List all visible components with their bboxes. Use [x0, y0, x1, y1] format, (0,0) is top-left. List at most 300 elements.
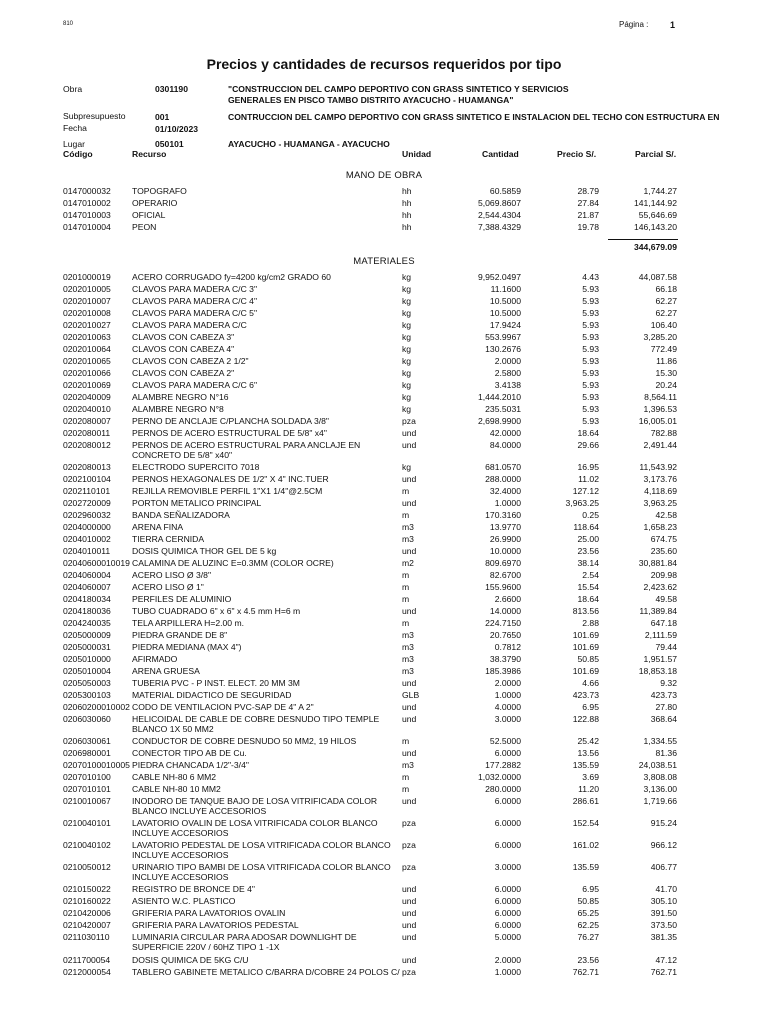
resource-unit: pza — [402, 415, 416, 426]
resource-code: 0204060004 — [63, 569, 111, 580]
resource-partial: 1,951.57 — [643, 653, 677, 664]
resource-quantity: 3.4138 — [494, 379, 521, 390]
resource-description: CLAVOS CON CABEZA 3" — [132, 331, 235, 342]
resource-code: 0204000000 — [63, 521, 111, 532]
resource-partial: 8,564.11 — [644, 391, 677, 402]
resource-description: ARENA GRUESA — [132, 665, 200, 676]
resource-partial: 915.24 — [650, 817, 677, 828]
resource-code: 0204180034 — [63, 593, 111, 604]
resource-partial: 81.36 — [655, 747, 677, 758]
resource-code: 0212000054 — [63, 966, 111, 977]
resource-description: PEON — [132, 222, 157, 232]
fecha-label: Fecha — [63, 123, 87, 133]
resource-code: 0206980001 — [63, 747, 111, 758]
resource-unit: m — [402, 509, 410, 520]
resource-unit: und — [402, 896, 417, 907]
resource-quantity: 2.0000 — [494, 355, 521, 366]
resource-description: CODO DE VENTILACION PVC-SAP DE 4" A 2" — [132, 701, 314, 712]
resource-description-line2: INCLUYE ACCESORIOS — [132, 850, 229, 860]
resource-quantity: 84.0000 — [489, 439, 521, 450]
resource-description: HELICOIDAL DE CABLE DE COBRE DESNUDO TIPO TEMPLE — [132, 713, 380, 724]
fecha-value: 01/10/2023 — [155, 124, 199, 134]
table-row — [0, 690, 768, 701]
resource-partial: 3,963.25 — [643, 497, 677, 508]
resource-code: 0147010002 — [63, 198, 111, 208]
resource-unit: kg — [402, 355, 412, 366]
resource-description: CONDUCTOR DE COBRE DESNUDO 50 MM2, 19 HILOS — [132, 735, 357, 746]
resource-code: 0210010067 — [63, 795, 111, 806]
resource-partial: 1,334.55 — [643, 735, 677, 746]
resource-code: 0202010065 — [63, 355, 111, 366]
resource-partial: 3,173.76 — [643, 473, 677, 484]
resource-code: 0205300103 — [63, 689, 111, 700]
resource-description: PORTON METALICO PRINCIPAL — [132, 497, 262, 508]
resource-unit: kg — [402, 367, 412, 378]
table-row — [0, 606, 768, 617]
resource-partial: 423.73 — [650, 689, 677, 700]
resource-partial: 11,389.84 — [639, 605, 677, 616]
resource-unit: m3 — [402, 653, 414, 664]
table-row — [0, 332, 768, 343]
obra-description-line1: "CONSTRUCCION DEL CAMPO DEPORTIVO CON GRASS SINTETICO Y SERVICIOS — [228, 84, 569, 94]
table-row — [0, 840, 768, 860]
resource-code: 0205000031 — [63, 641, 111, 652]
resource-code: 0204010011 — [63, 545, 111, 556]
col-unidad: Unidad — [402, 149, 432, 159]
resource-partial: 146,143.20 — [633, 222, 677, 232]
resource-quantity: 6.0000 — [494, 840, 521, 850]
resource-description: GRIFERIA PARA LAVATORIOS OVALIN — [132, 908, 286, 919]
resource-description: DOSIS QUIMICA THOR GEL DE 5 kg — [132, 545, 277, 556]
resource-price: 101.69 — [572, 641, 599, 652]
resource-quantity: 2.5800 — [494, 367, 521, 378]
resource-price: 16.95 — [577, 461, 599, 472]
resource-unit: m3 — [402, 521, 414, 532]
resource-code: 0210040101 — [63, 817, 111, 828]
resource-quantity: 42.0000 — [489, 427, 521, 438]
resource-code: 0202080012 — [63, 439, 111, 450]
table-row — [0, 896, 768, 907]
report-code: 810 — [63, 21, 74, 27]
resource-quantity: 5,069.8607 — [477, 198, 521, 208]
resource-description: INODORO DE TANQUE BAJO DE LOSA VITRIFICADA COLOR — [132, 795, 378, 806]
resource-code: 0202010064 — [63, 343, 111, 354]
resource-description: ALAMBRE NEGRO N°16 — [132, 391, 229, 402]
resource-price: 286.61 — [572, 795, 599, 806]
resource-partial: 62.27 — [655, 295, 677, 306]
resource-unit: kg — [402, 403, 412, 414]
resource-quantity: 6.0000 — [494, 908, 521, 919]
resource-unit: m — [402, 593, 410, 604]
resource-code: 0202080007 — [63, 415, 111, 426]
resource-price: 5.93 — [582, 295, 599, 306]
resource-partial: 1,658.23 — [643, 521, 677, 532]
resource-price: 5.93 — [582, 391, 599, 402]
resource-price: 29.66 — [577, 439, 599, 450]
resource-description: URINARIO TIPO BAMBI DE LOSA VITRIFICADA COLOR BLANCO — [132, 862, 391, 873]
table-row — [0, 955, 768, 966]
section-mano-de-obra: MANO DE OBRA — [345, 170, 423, 181]
resource-description: CLAVOS PARA MADERA C/C 3" — [132, 283, 257, 294]
resource-unit: hh — [402, 198, 412, 208]
resource-description: REJILLA REMOVIBLE PERFIL 1"X1 1/4"@2.5CM — [132, 485, 323, 496]
resource-partial: 373.50 — [650, 920, 677, 931]
resource-unit: GLB — [402, 689, 420, 700]
resource-description: TUBO CUADRADO 6" x 6" x 4.5 mm H=6 m — [132, 605, 301, 616]
resource-price: 5.93 — [582, 343, 599, 354]
resource-quantity: 11.1600 — [490, 283, 521, 294]
table-row — [0, 666, 768, 677]
page-title: Precios y cantidades de recursos requeridos por tipo — [206, 56, 562, 72]
resource-price: 423.73 — [572, 689, 599, 700]
table-row — [0, 582, 768, 593]
resource-quantity: 1,032.0000 — [477, 771, 521, 782]
resource-quantity: 130.2676 — [485, 343, 521, 354]
resource-quantity: 1,444.2010 — [477, 391, 521, 402]
resource-unit: m — [402, 485, 410, 496]
resource-quantity: 3.0000 — [494, 713, 521, 724]
resource-quantity: 13.9770 — [489, 521, 521, 532]
resource-description: ACERO LISO Ø 3/8" — [132, 569, 211, 580]
resource-unit: und — [402, 713, 417, 724]
resource-price: 4.43 — [582, 272, 599, 282]
resource-quantity: 10.0000 — [489, 545, 521, 556]
resource-quantity: 1.0000 — [494, 689, 521, 700]
resource-code: 0202100104 — [63, 473, 111, 484]
resource-description: DOSIS QUIMICA DE 5KG C/U — [132, 954, 249, 965]
resource-partial: 381.35 — [650, 932, 677, 943]
resource-price: 76.27 — [577, 932, 599, 943]
table-row — [0, 908, 768, 919]
resource-description: CLAVOS CON CABEZA 4" — [132, 343, 235, 354]
resource-unit: hh — [402, 210, 412, 220]
resource-unit: m — [402, 771, 410, 782]
resource-partial: 772.49 — [650, 343, 677, 354]
resource-description-line2: INCLUYE ACCESORIOS — [132, 827, 229, 838]
subpresupuesto-description: CONTRUCCION DEL CAMPO DEPORTIVO CON GRASS SINTETICO E INSTALACION DEL TECHO CON ESTRUCTURA EN — [228, 112, 720, 122]
resource-unit: und — [402, 954, 417, 965]
resource-partial: 11,543.92 — [639, 461, 677, 472]
table-row — [0, 392, 768, 403]
resource-price: 62.25 — [577, 920, 599, 931]
table-row — [0, 702, 768, 713]
page-number: 1 — [670, 20, 676, 30]
table-row — [0, 510, 768, 521]
resource-unit: hh — [402, 186, 412, 196]
resource-unit: m — [402, 617, 410, 628]
resource-description: PIEDRA MEDIANA (MAX 4") — [132, 641, 242, 652]
resource-partial: 391.50 — [650, 908, 677, 919]
resource-description: ALAMBRE NEGRO N°8 — [132, 403, 224, 414]
resource-quantity: 2.6600 — [494, 593, 521, 604]
resource-unit: m — [402, 569, 410, 580]
resource-description: ASIENTO W.C. PLASTICO — [132, 896, 236, 907]
resource-code: 0202080013 — [63, 461, 111, 472]
resource-description: CLAVOS CON CABEZA 2" — [132, 367, 235, 378]
table-row — [0, 296, 768, 307]
resource-price: 38.14 — [577, 557, 599, 568]
resource-partial: 209.98 — [650, 569, 677, 580]
resource-description: ELECTRODO SUPERCITO 7018 — [132, 461, 260, 472]
resource-partial: 235.60 — [650, 545, 677, 556]
resource-price: 65.25 — [577, 908, 599, 919]
resource-partial: 62.27 — [655, 307, 677, 318]
resource-quantity: 52.5000 — [489, 735, 521, 746]
resource-code: 0202010005 — [63, 283, 111, 294]
resource-code: 0202010063 — [63, 331, 111, 342]
table-row — [0, 618, 768, 629]
resource-description-line2: CONCRETO DE 5/8" x40" — [132, 449, 233, 460]
resource-price: 0.25 — [582, 509, 599, 520]
resource-description: CLAVOS PARA MADERA C/C — [132, 319, 247, 330]
resource-unit: m — [402, 783, 410, 794]
resource-unit: kg — [402, 307, 412, 318]
resource-code: 0202010007 — [63, 295, 111, 306]
table-row — [0, 474, 768, 485]
subtotal-divider — [608, 239, 678, 240]
col-cantidad: Cantidad — [482, 149, 519, 159]
resource-price: 152.54 — [572, 817, 599, 828]
resource-unit: und — [402, 795, 417, 806]
resource-code: 0147000032 — [63, 186, 111, 196]
resource-quantity: 1.0000 — [494, 497, 521, 508]
resource-unit: kg — [402, 343, 412, 354]
resource-price: 50.85 — [577, 653, 599, 664]
resource-code: 0202040010 — [63, 403, 111, 414]
resource-quantity: 60.5859 — [489, 186, 521, 196]
table-row — [0, 498, 768, 509]
resource-unit: hh — [402, 222, 412, 232]
resource-price: 27.84 — [577, 198, 599, 208]
resource-partial: 2,423.62 — [643, 581, 677, 592]
resource-partial: 42.58 — [655, 509, 677, 520]
table-row — [0, 416, 768, 427]
resource-description-line2: SUPERFICIE 220V / 60HZ TIPO 1 -1X — [132, 942, 280, 953]
resource-partial: 106.40 — [650, 319, 677, 330]
resource-partial: 2,111.59 — [644, 629, 677, 640]
resource-partial: 3,285.20 — [643, 331, 677, 342]
resource-price: 11.02 — [578, 473, 599, 484]
resource-partial: 406.77 — [650, 862, 677, 873]
resource-unit: kg — [402, 319, 412, 330]
table-row — [0, 522, 768, 533]
resource-code: 0210050012 — [63, 862, 111, 873]
resource-quantity: 17.9424 — [489, 319, 521, 330]
resource-unit: und — [402, 497, 417, 508]
resource-quantity: 3.0000 — [494, 862, 521, 873]
resource-partial: 3,808.08 — [643, 771, 677, 782]
resource-code: 0210420006 — [63, 908, 111, 919]
resource-price: 23.56 — [577, 954, 599, 965]
resource-description: CLAVOS CON CABEZA 2 1/2" — [132, 355, 249, 366]
resource-description: MATERIAL DIDACTICO DE SEGURIDAD — [132, 689, 292, 700]
resource-quantity: 6.0000 — [494, 795, 521, 806]
resource-unit: und — [402, 473, 417, 484]
resource-price: 5.93 — [582, 355, 599, 366]
resource-quantity: 288.0000 — [485, 473, 521, 484]
resource-partial: 4,118.69 — [644, 485, 677, 496]
resource-partial: 3,136.00 — [643, 783, 677, 794]
resource-description-line2: BLANCO 1X 50 MM2 — [132, 723, 214, 734]
resource-price: 13.56 — [577, 747, 599, 758]
resource-description: PERNO DE ANCLAJE C/PLANCHA SOLDADA 3/8" — [132, 415, 329, 426]
subpresupuesto-label: Subpresupuesto — [63, 111, 126, 121]
resource-quantity: 2.0000 — [494, 954, 521, 965]
resource-unit: und — [402, 932, 417, 943]
resource-description: AFIRMADO — [132, 653, 178, 664]
resource-price: 15.54 — [577, 581, 599, 592]
table-row — [0, 932, 768, 953]
table-row — [0, 713, 768, 734]
resource-description: OPERARIO — [132, 198, 178, 208]
resource-quantity: 170.3160 — [485, 509, 521, 520]
resource-unit: und — [402, 747, 417, 758]
resource-partial: 41.70 — [655, 884, 677, 895]
resource-price: 5.93 — [582, 319, 599, 330]
resource-description: PIEDRA GRANDE DE 8" — [132, 629, 228, 640]
resource-price: 5.93 — [582, 379, 599, 390]
resource-code: 0201000019 — [63, 272, 111, 282]
table-row — [0, 784, 768, 795]
table-row — [0, 534, 768, 545]
resource-partial: 16,005.01 — [638, 415, 677, 426]
resource-price: 135.59 — [572, 862, 599, 873]
resource-unit: pza — [402, 966, 416, 977]
resource-unit: kg — [402, 391, 412, 402]
resource-quantity: 9,952.0497 — [477, 272, 521, 282]
table-row — [0, 462, 768, 473]
resource-code: 0202720009 — [63, 497, 111, 508]
table-row — [0, 630, 768, 641]
resource-description: BANDA SEÑALIZADORA — [132, 509, 230, 520]
resource-code: 0207010100 — [63, 771, 111, 782]
resource-quantity: 6.0000 — [494, 884, 521, 895]
resource-quantity: 5.0000 — [494, 932, 521, 943]
resource-partial: 966.12 — [650, 840, 677, 850]
resource-price: 3,963.25 — [565, 497, 599, 508]
resource-price: 6.95 — [582, 884, 599, 895]
table-row — [0, 308, 768, 319]
resource-price: 4.66 — [582, 677, 599, 688]
resource-unit: und — [402, 545, 417, 556]
resource-price: 25.42 — [577, 735, 599, 746]
resource-quantity: 10.5000 — [489, 307, 521, 318]
table-row — [0, 642, 768, 653]
resource-description: PIEDRA CHANCADA 1/2"-3/4" — [132, 759, 249, 770]
subpresupuesto-code: 001 — [155, 112, 170, 122]
resource-unit: und — [402, 439, 417, 450]
mano-de-obra-total: 344,679.09 — [633, 242, 677, 252]
resource-code: 0211030110 — [63, 932, 110, 943]
resource-code: 0210150022 — [63, 884, 111, 895]
resource-price: 5.93 — [582, 403, 599, 414]
table-row — [0, 272, 768, 283]
resource-price: 762.71 — [572, 966, 599, 977]
resource-price: 5.93 — [582, 415, 599, 426]
table-row — [0, 210, 768, 221]
resource-code: 0205010004 — [63, 665, 111, 676]
page-label: Página : — [619, 20, 649, 29]
table-row — [0, 760, 768, 771]
resource-code: 0202010066 — [63, 367, 111, 378]
resource-code: 0147010003 — [63, 210, 111, 220]
resource-code: 0202010008 — [63, 307, 111, 318]
table-row — [0, 654, 768, 665]
resource-quantity: 38.3790 — [489, 653, 521, 664]
resource-partial: 15.30 — [655, 367, 677, 378]
resource-partial: 11.86 — [656, 355, 677, 366]
resource-unit: und — [402, 427, 417, 438]
resource-description: LAVATORIO OVALIN DE LOSA VITRIFICADA COLOR BLANCO — [132, 817, 378, 828]
resource-description: PERNOS DE ACERO ESTRUCTURAL DE 5/8" x4" — [132, 427, 327, 438]
resource-description: LAVATORIO PEDESTAL DE LOSA VITRIFICADA COLOR BLANCO — [132, 840, 391, 850]
table-row — [0, 320, 768, 331]
resource-description: REGISTRO DE BRONCE DE 4" — [132, 884, 255, 895]
obra-label: Obra — [63, 84, 83, 94]
resource-code: 0205000009 — [63, 629, 111, 640]
resource-partial: 647.18 — [650, 617, 677, 628]
table-row — [0, 186, 768, 197]
resource-quantity: 553.9967 — [485, 331, 521, 342]
resource-partial: 79.44 — [655, 641, 677, 652]
section-materiales: MATERIALES — [353, 256, 415, 267]
resource-description: CLAVOS PARA MADERA C/C 4" — [132, 295, 257, 306]
resource-quantity: 6.0000 — [494, 817, 521, 828]
table-row — [0, 558, 768, 569]
resource-price: 118.64 — [573, 521, 599, 532]
resource-price: 18.64 — [577, 427, 599, 438]
table-row — [0, 967, 768, 978]
resource-quantity: 0.7812 — [494, 641, 521, 652]
resource-partial: 2,491.44 — [643, 439, 677, 450]
table-row — [0, 380, 768, 391]
resource-description: CALAMINA DE ALUZINC E=0.3MM (COLOR OCRE) — [132, 557, 334, 568]
resource-description-line2: INCLUYE ACCESORIOS — [132, 872, 229, 883]
table-row — [0, 198, 768, 209]
resource-quantity: 1.0000 — [494, 966, 521, 977]
resource-partial: 674.75 — [650, 533, 677, 544]
table-row — [0, 404, 768, 415]
resource-unit: und — [402, 908, 417, 919]
resource-partial: 305.10 — [650, 896, 677, 907]
resource-quantity: 809.6970 — [485, 557, 521, 568]
resource-description: LUMINARIA CIRCULAR PARA ADOSAR DOWNLIGHT DE — [132, 932, 357, 943]
resource-partial: 1,396.53 — [643, 403, 677, 414]
resource-price: 3.69 — [582, 771, 599, 782]
resource-unit: und — [402, 884, 417, 895]
resource-quantity: 82.6700 — [489, 569, 521, 580]
resource-description: PERFILES DE ALUMINIO — [132, 593, 232, 604]
resource-unit: kg — [402, 295, 412, 306]
resource-price: 127.12 — [572, 485, 599, 496]
resource-description: CABLE NH-80 6 MM2 — [132, 771, 217, 782]
resource-description: TELA ARPILLERA H=2.00 m. — [132, 617, 245, 628]
resource-partial: 368.64 — [650, 713, 677, 724]
resource-description: TIERRA CERNIDA — [132, 533, 205, 544]
table-row — [0, 570, 768, 581]
resource-partial: 1,719.66 — [643, 795, 677, 806]
resource-unit: m3 — [402, 665, 414, 676]
table-row — [0, 920, 768, 931]
resource-code: 0202010069 — [63, 379, 111, 390]
resource-unit: m — [402, 581, 410, 592]
resource-partial: 27.80 — [655, 701, 677, 712]
resource-price: 5.93 — [582, 307, 599, 318]
resource-description: TABLERO GABINETE METALICO C/BARRA D/COBRE 24 POLOS C/ — [132, 966, 400, 977]
resource-price: 18.64 — [577, 593, 599, 604]
table-row — [0, 884, 768, 895]
resource-unit: m3 — [402, 629, 414, 640]
